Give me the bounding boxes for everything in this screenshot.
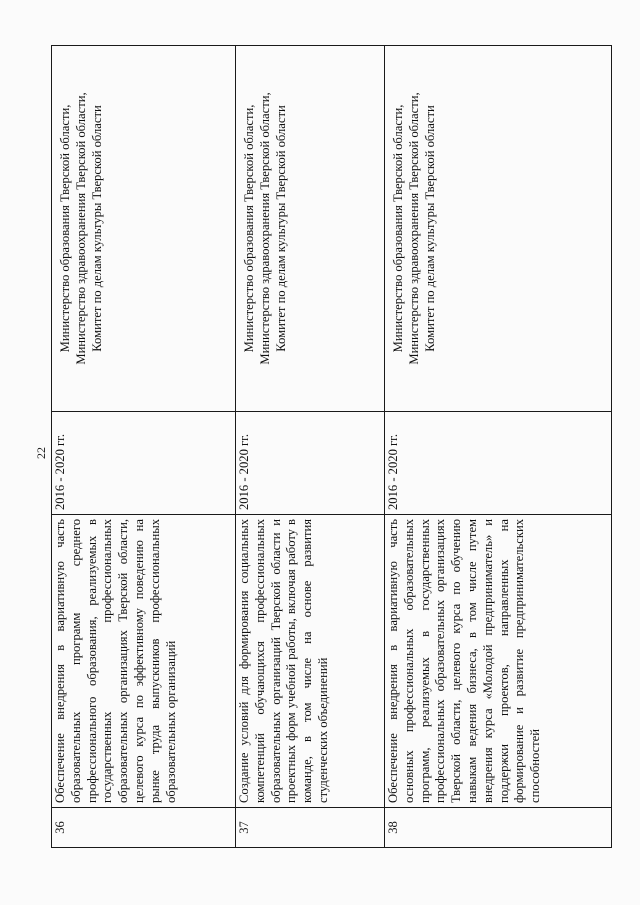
- row-executors: [52, 46, 236, 412]
- row-action: Обеспечение внедрения в вариативную часть основных профессиональных образовательных программ, реализуемых в государственных профессиональных образовательных организациях Тверской области, целевого курса по обучению навыкам ведения бизнеса, в том числе путем внедрения курса «Молодой предприниматель» и поддержки проектов, направленных на формирование и развитие предпринимательских способностей: [385, 515, 612, 808]
- table-row: [236, 46, 385, 848]
- table-row: [52, 46, 236, 848]
- page-number: 22: [34, 447, 48, 459]
- row-action: Обеспечение внедрения в вариативную часть образовательных программ среднего профессионального образования, реализуемых в государственных профессиональных образовательных организациях Тверской области, целевого курса по эффективному поведению на рынке труда выпускников профессиональных образовательных организаций: [52, 515, 236, 808]
- executor-line: Министерство здравоохранения Тверской области,: [406, 92, 421, 365]
- measures-table: [51, 45, 612, 848]
- row-term: 2016 - 2020 гг.: [236, 412, 385, 515]
- rotated-table-container: [51, 46, 609, 848]
- executor-line: Министерство здравоохранения Тверской области,: [257, 92, 272, 365]
- executor-line: Комитет по делам культуры Тверской области: [422, 105, 437, 352]
- row-number: 38: [385, 808, 612, 848]
- executor-line: Комитет по делам культуры Тверской области: [273, 105, 288, 352]
- row-executors: [236, 46, 385, 412]
- row-action: Создание условий для формирования социальных компетенций обучающихся профессиональных образовательных организаций Тверской области и проектных форм учебной работы, включая работу в команде, в том числе на основе развития студенческих объединений: [236, 515, 385, 808]
- executor-line: Министерство образования Тверской области,: [391, 104, 405, 353]
- row-number: 36: [52, 808, 236, 848]
- executor-line: Министерство здравоохранения Тверской области,: [73, 92, 88, 365]
- row-term: 2016 - 2020 гг.: [385, 412, 612, 515]
- row-executors: [385, 46, 612, 412]
- row-term: 2016 - 2020 гг.: [52, 412, 236, 515]
- row-number: 37: [236, 808, 385, 848]
- executor-line: Министерство образования Тверской области,: [242, 104, 256, 353]
- table-row: [385, 46, 612, 848]
- executor-line: Комитет по делам культуры Тверской области: [89, 105, 104, 352]
- executor-line: Министерство образования Тверской области,: [58, 104, 72, 353]
